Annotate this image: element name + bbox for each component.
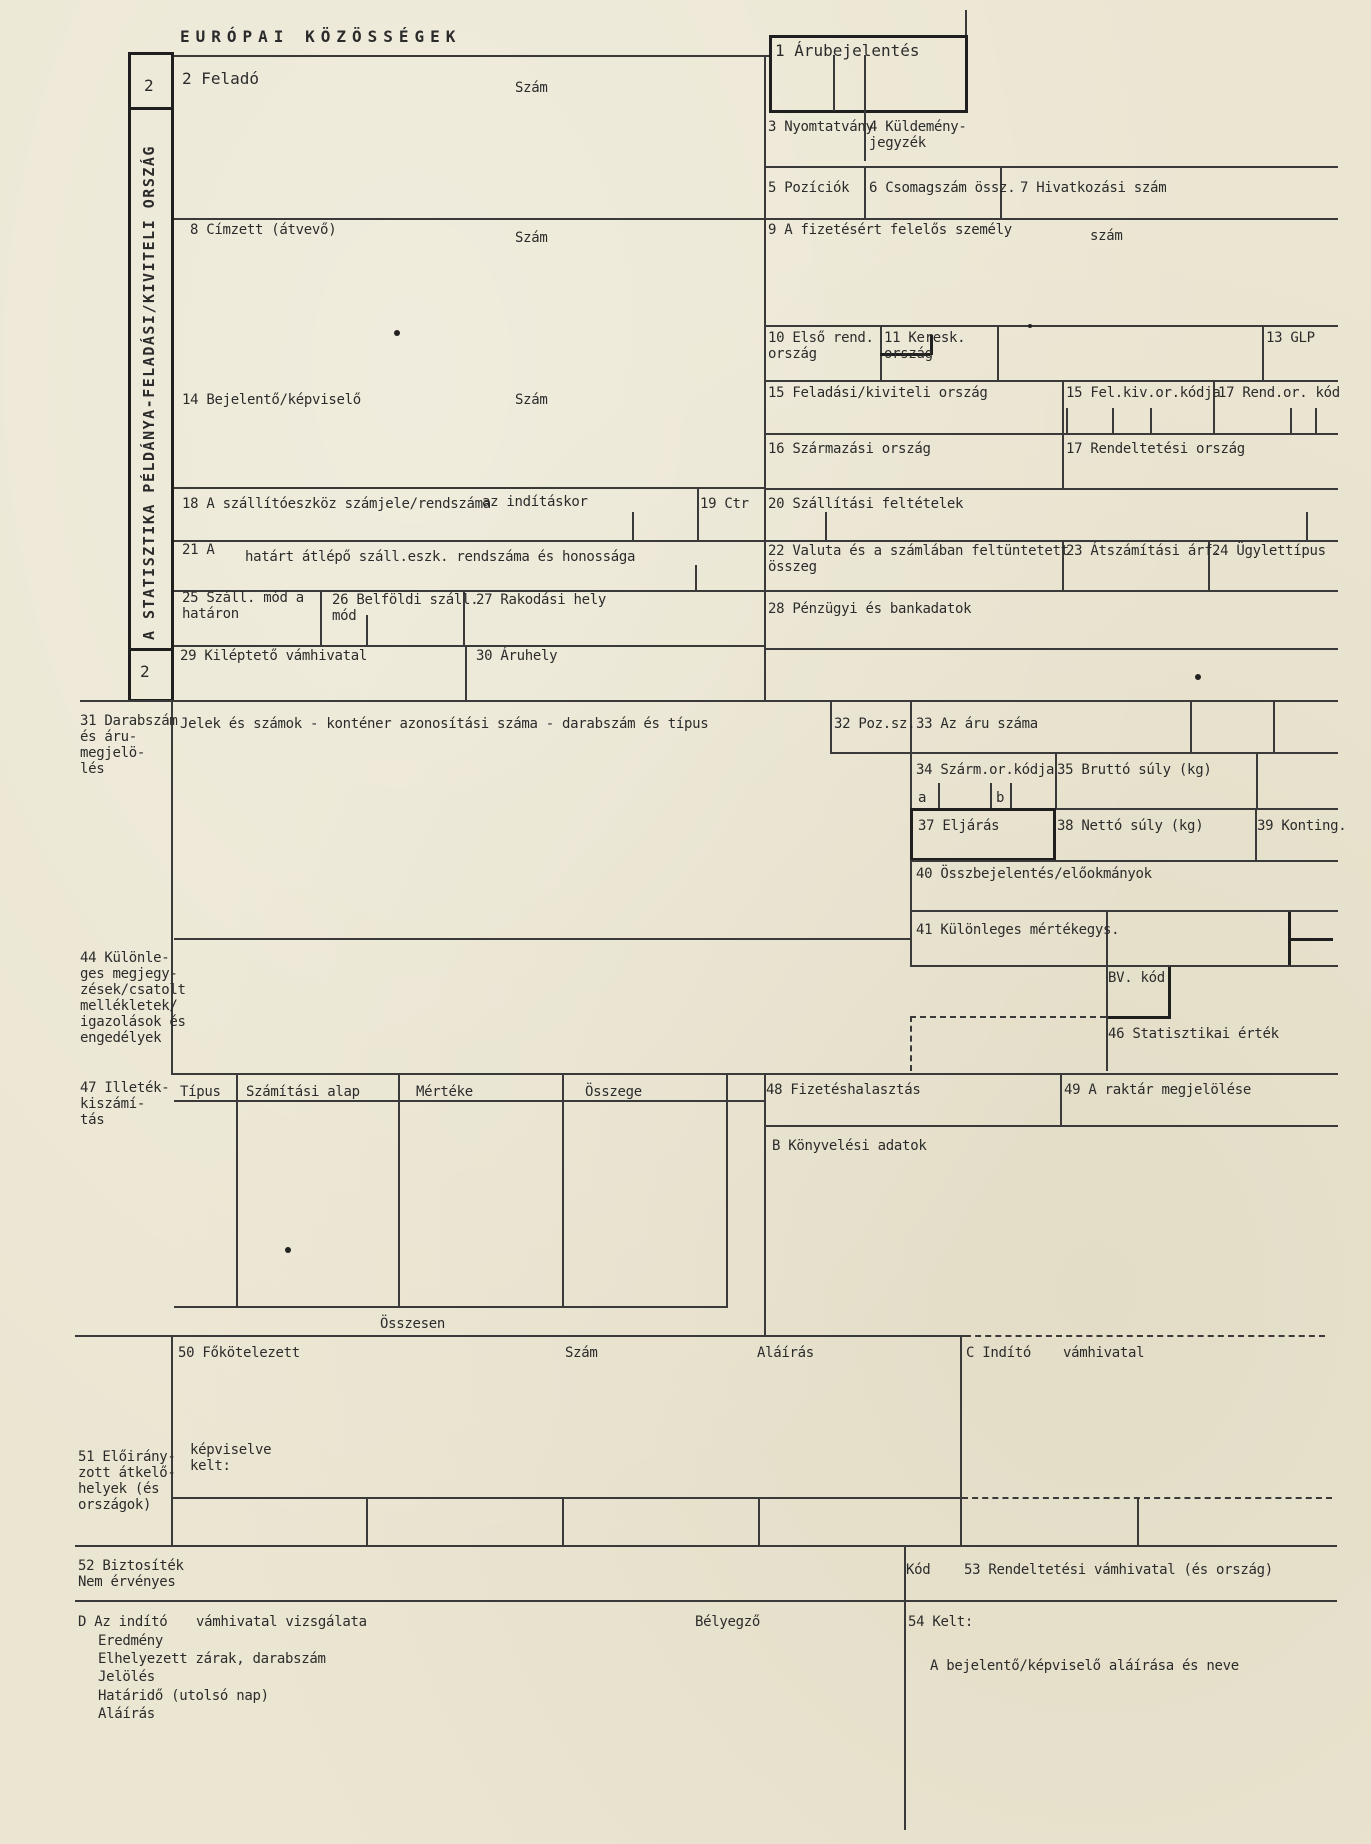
box-8-label: 8 Címzett (átvevő) <box>190 222 337 238</box>
box-31-description: Jelek és számok - konténer azonosítási száma - darabszám és típus <box>180 716 709 732</box>
box-35-label: 35 Bruttó súly (kg) <box>1057 762 1212 778</box>
box-47-label: 47 Illeték- kiszámí- tás <box>80 1080 170 1129</box>
copy-number-bottom: 2 <box>140 662 150 681</box>
box-27-label: 27 Rakodási hely <box>476 592 607 608</box>
box-14-number: Szám <box>515 392 548 408</box>
box-34-label: 34 Szárm.or.kódja <box>916 762 1055 778</box>
ink-speck <box>394 330 400 336</box>
box-9-label: 9 A fizetésért felelős személy <box>768 222 1012 238</box>
box-20-label: 20 Szállítási feltételek <box>768 496 964 512</box>
box-D-label: D Az indító <box>78 1614 168 1630</box>
ink-speck <box>1028 324 1032 328</box>
box-5-label: 5 Pozíciók <box>768 180 850 196</box>
box-10-label: 10 Első rend. ország <box>768 330 874 363</box>
box-14-label: 14 Bejelentő/képviselő <box>182 392 361 408</box>
box-15-code: 15 Fel.kiv.or.kódja <box>1066 385 1221 401</box>
box-54-signature: A bejelentő/képviselő aláírása és neve <box>930 1658 1239 1674</box>
box-51-label: 51 Előirány- zott átkelő- helyek (és országok) <box>78 1449 176 1514</box>
box-50-number: Szám <box>565 1345 598 1361</box>
stamp-label: Bélyegző <box>695 1614 761 1630</box>
box-28-label: 28 Pénzügyi és bankadatok <box>768 601 972 617</box>
box-22-label: 22 Valuta és a számlában feltüntetett összeg <box>768 543 1069 576</box>
box-2-label: 2 Feladó <box>182 69 260 88</box>
box-8-number: Szám <box>515 230 548 246</box>
tax-rate-header: Mértéke <box>416 1084 473 1100</box>
box-34-a: a <box>918 790 927 806</box>
box-31-label: 31 Darabszám és áru- megjelö- lés <box>80 713 178 778</box>
community-title: EURÓPAI KÖZÖSSÉGEK <box>180 27 462 46</box>
box-49-label: 49 A raktár megjelölése <box>1064 1082 1251 1098</box>
tax-type-header: Típus <box>180 1084 221 1100</box>
box-11-label: 11 Keresk. ország <box>884 330 966 363</box>
box-44-label: 44 Különle- ges megjegy- zések/csatolt mellékletek/ igazolások és engedélyek <box>80 950 186 1047</box>
bv-code-label: BV. kód <box>1108 970 1165 986</box>
box-B-label: B Könyvelési adatok <box>772 1138 927 1154</box>
box-9-number: szám <box>1090 228 1123 244</box>
copy-number: 2 <box>144 76 154 95</box>
box-D-title: vámhivatal vizsgálata <box>196 1614 367 1630</box>
box-1-label: 1 Árubejelentés <box>775 41 920 60</box>
box-16-label: 16 Származási ország <box>768 441 931 457</box>
box-41-label: 41 Különleges mértékegys. <box>916 922 1120 938</box>
box-18-label: 18 A szállítóeszköz számjele/rendszáma <box>182 496 491 512</box>
box-13-label: 13 GLP <box>1266 330 1315 346</box>
box-3-label: 3 Nyomtatvány <box>768 119 874 135</box>
box-33-label: 33 Az áru száma <box>916 716 1038 732</box>
box-21-rest: határt átlépő száll.eszk. rendszáma és honossága <box>245 549 636 565</box>
box-2-number: Szám <box>515 80 548 96</box>
box-15-label: 15 Feladási/kiviteli ország <box>768 385 988 401</box>
tax-base-header: Számítási alap <box>246 1084 360 1100</box>
box-29-label: 29 Kiléptető vámhivatal <box>180 648 367 664</box>
box-34-b: b <box>996 790 1005 806</box>
box-32-label: 32 Poz.sz. <box>834 716 916 732</box>
box-17-code: 17 Rend.or. kód <box>1218 385 1340 401</box>
box-23-label: 23 Átszámítási árf. <box>1066 543 1221 559</box>
vertical-copy-title: A STATISZTIKA PÉLDÁNYA-FELADÁSI/KIVITELI ORSZÁG <box>140 145 158 640</box>
box-21-label: 21 A <box>182 542 215 558</box>
box-18-at: az indításkor <box>482 494 588 510</box>
box-30-label: 30 Áruhely <box>476 648 558 664</box>
box-C-office: vámhivatal <box>1063 1345 1145 1361</box>
box-50-signature: Aláírás <box>757 1345 814 1361</box>
box-54-label: 54 Kelt: <box>908 1614 974 1630</box>
box-53-label: 53 Rendeltetési vámhivatal (és ország) <box>964 1562 1273 1578</box>
box-50-represented: képviselve kelt: <box>190 1442 272 1475</box>
box-52-code: Kód <box>906 1562 931 1578</box>
box-50-label: 50 Főkötelezett <box>178 1345 300 1361</box>
box-C-label: C Indító <box>966 1345 1032 1361</box>
box-40-label: 40 Összbejelentés/előokmányok <box>916 866 1152 882</box>
box-48-label: 48 Fizetéshalasztás <box>766 1082 921 1098</box>
box-7-label: 7 Hivatkozási szám <box>1020 180 1167 196</box>
ink-speck <box>1195 674 1201 680</box>
box-25-label: 25 Száll. mód a határon <box>182 590 304 623</box>
box-26-label: 26 Belföldi száll. mód <box>332 592 479 625</box>
tax-amount-header: Összege <box>585 1084 642 1100</box>
ink-speck <box>285 1247 291 1253</box>
tax-total-label: Összesen <box>380 1316 446 1332</box>
box-37-label: 37 Eljárás <box>918 818 1000 834</box>
box-19-label: 19 Ctr <box>700 496 749 512</box>
box-52-label: 52 Biztosíték Nem érvényes <box>78 1558 184 1591</box>
box-6-label: 6 Csomagszám össz. <box>869 180 1016 196</box>
box-24-label: 24 Ügylettípus <box>1212 543 1326 559</box>
box-D-lines: Eredmény Elhelyezett zárak, darabszám Jelölés Határidő (utolsó nap) Aláírás <box>98 1633 326 1722</box>
box-38-label: 38 Nettó súly (kg) <box>1057 818 1204 834</box>
box-39-label: 39 Konting. <box>1257 818 1347 834</box>
box-4-label: 4 Küldemény- jegyzék <box>869 119 967 152</box>
box-46-label: 46 Statisztikai érték <box>1108 1026 1279 1042</box>
box-17-label: 17 Rendeltetési ország <box>1066 441 1245 457</box>
